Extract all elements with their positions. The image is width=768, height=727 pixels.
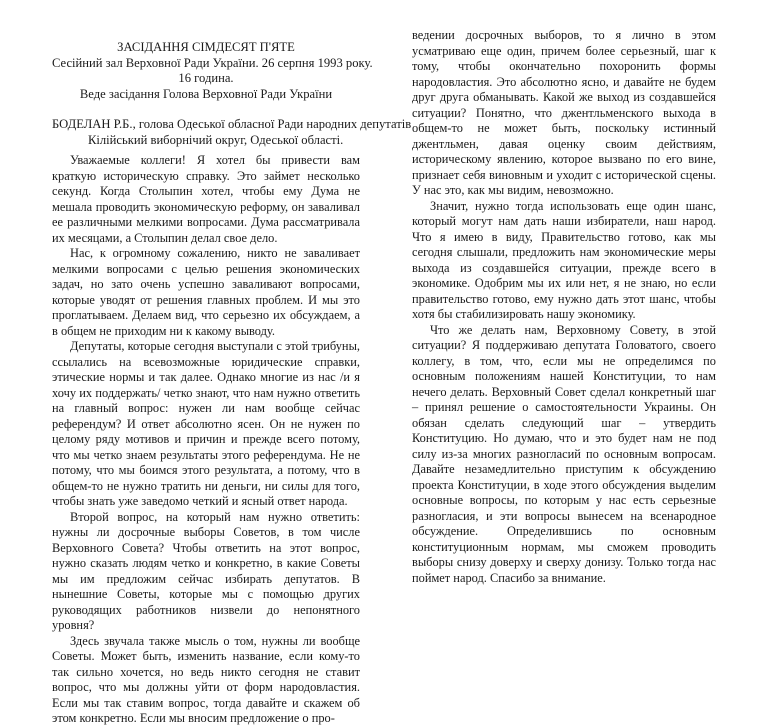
paragraph: Уважаемые коллеги! Я хотел бы привести вам краткую историческую справку. Это займет несколько секунд. Когда Столыпин хотел, чтобы ему Дума не мешала проводить экономическую реформу, он заваливал ее различными мелкими вопросами. Дума рассматривала их месяцами, а Столыпин делал свое дело.: [52, 153, 360, 245]
paragraph: Второй вопрос, на который нам нужно ответить: нужны ли досрочные выборы Советов, в том числе Верховного Совета? Чтобы ответить на этот вопрос, нужно сказать людям четко и конкретно, в какие Советы мы им предложим сейчас избирать депутатов. В нынешние Советы, которые мы с помощью других руководящих работников низвели до непонятного уровня?: [52, 509, 360, 632]
speaker-attribution: [52, 117, 412, 148]
left-body-text: [52, 153, 360, 727]
paragraph-continued: ведении досрочных выборов, то я лично в этом усматриваю еще один, причем более серьезный, шаг к тому, чтобы окончательно похоронить формы народовластия. Это абсолютно ясно, и давайте не будем друг друга обманывать. Какой же выход из создавшейся ситуации? Понятно, что джентльменского выхода в общем-то не может быть, поскольку истинный джентльмен, давая оценку своим действиям, историческому явлению, которое вызвано по его вине, признает себя виновным и уходит с исторической сцены. У нас это, как мы видим, невозможно.: [412, 28, 716, 197]
speaker-constituency: Кілійський виборнічий округ, Одеської області.: [88, 132, 344, 147]
session-time: 16 година.: [178, 71, 234, 85]
right-body-text: [412, 28, 716, 586]
speaker-name: БОДЕЛАН Р.Б., голова Одеської обласної Ради народних депутатів: [52, 117, 412, 131]
session-title: ЗАСІДАННЯ СІМДЕСЯТ П'ЯТЕ: [117, 40, 295, 54]
paragraph: Нас, к огромному сожалению, никто не заваливает мелкими вопросами с целью решения экономических задач, но зато очень успешно заваливают вопросами, которые уводят от решения главных проблем. И мы это проглатываем. Делаем вид, что серьезно их обсуждаем, а в общем не приходим ни к какому выводу.: [52, 246, 360, 338]
right-page: [384, 0, 768, 585]
session-header: [52, 40, 373, 102]
session-location-date: Сесійний зал Верховної Ради України. 26 серпня 1993 року.: [52, 55, 373, 70]
paragraph: Здесь звучала также мысль о том, нужны ли вообще Советы. Может быть, изменить название, если кому-то так сильно хочется, но ведь никто сегодня не ставит вопрос, что мы должны уйти от форм народовластия. Если мы так ставим вопрос, тогда давайте и скажем об этом конкретно. Если мы вносим предложение о про-: [52, 633, 360, 725]
session-chair: Веде засідання Голова Верховної Ради України: [79, 86, 333, 101]
paragraph: Значит, нужно тогда использовать еще один шанс, который могут нам дать наши избиратели, наш народ. Что я имею в виду, Правительство готово, как мы сегодня слышали, предложить нам экономические меры выхода из создавшейся ситуации, прежде всего в экономике. Одобрим мы их или нет, я не знаю, но если правительство готово, ему нужно дать этот шанс, чтобы хотя бы стабилизировать нашу экономику.: [412, 198, 716, 321]
paragraph: Что же делать нам, Верховному Совету, в этой ситуации? Я поддерживаю депутата Головатого, своего коллегу, в том, что, если мы не определимся по основным положениям нашей Конституции, то нам нечего делать. Верховный Совет сделал конкретный шаг – принял решение о самостоятельности Украины. Он обязан сделать следующий шаг – утвердить Конституцию. Но думаю, что и это будет нам не под силу из-за многих разногласий по основным вопросам. Давайте незамедлительно приступим к обсуждению проекта Конституции, в ходе этого обсуждения выделим основные вопросы, по которым у нас есть серьезные разногласия, и эти вопросы вынесем на всенародное обсуждение. Определившись по основным конституционным нормам, мы сможем проводить выборы снизу доверху и сверху донизу. Только тогда нас поймет народ. Спасибо за внимание.: [412, 322, 716, 585]
paragraph: Депутаты, которые сегодня выступали с этой трибуны, ссылались на всевозможные юридические справки, этические нормы и так далее. Однако многие из нас /и я хочу их поддержать/ четко знают, что нам нужно ответить на главный вопрос: нужен ли нам вообще сейчас референдум? И ответ абсолютно ясен. Он не нужен по целому ряду мотивов и причин и прежде всего потому, что мы четко знаем результаты этого референдума. Не не потому, что мы боимся этого результата, а потому, что в общем-то не нужно тратить ни деньги, ни силы для того, чтобы знать уже заведомо четкий и ясный ответ народа.: [52, 339, 360, 508]
